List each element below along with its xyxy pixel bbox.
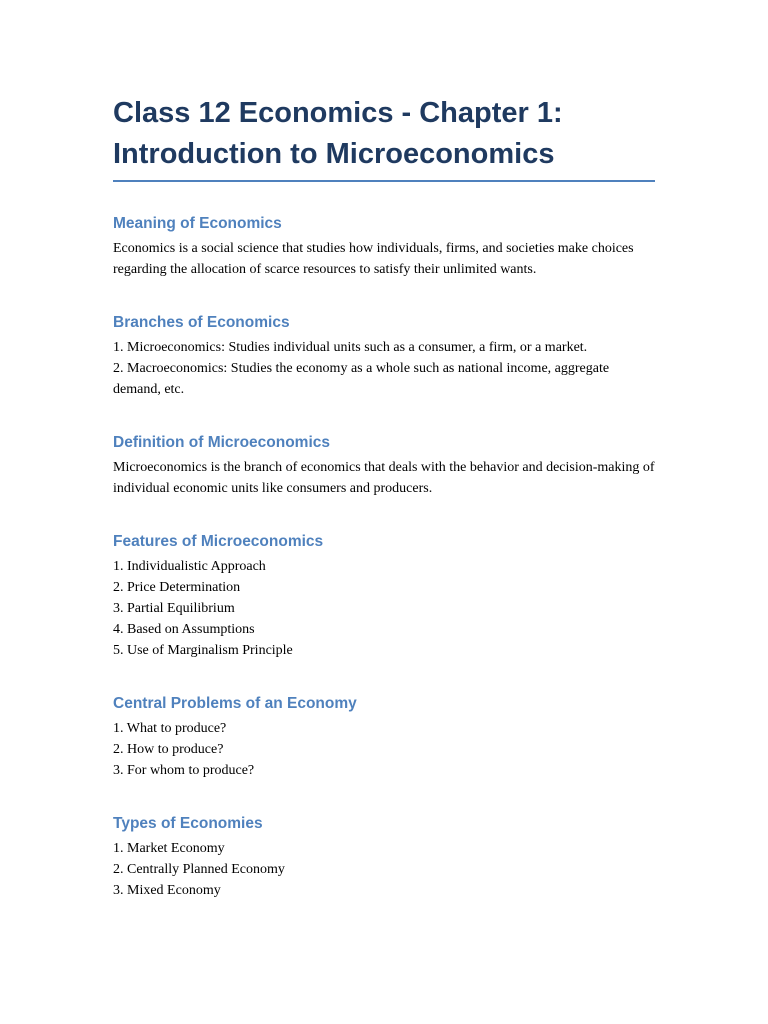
list-item: 4. Based on Assumptions [113, 622, 255, 637]
section-paragraph: Microeconomics is the branch of economics that deals with the behavior and decision-making of individual economic units like consumers and producers. [113, 460, 655, 496]
document-page [113, 93, 655, 901]
central-problems-list [113, 718, 655, 781]
list-item: 1. Microeconomics: Studies individual units such as a consumer, a firm, or a market. [113, 340, 588, 355]
list-item: 1. Individualistic Approach [113, 559, 266, 574]
section-central-problems [113, 693, 655, 781]
section-heading: Types of Economies [113, 815, 263, 832]
list-item: 2. Macroeconomics: Studies the economy as a whole such as national income, aggregate demand, etc. [113, 361, 610, 397]
section-heading: Meaning of Economics [113, 215, 282, 232]
list-item: 1. What to produce? [113, 721, 227, 736]
section-features-of-microeconomics [113, 531, 655, 661]
economy-types-list [113, 838, 655, 901]
title-line-2: Introduction to Microeconomics [113, 138, 555, 170]
section-definition-of-microeconomics [113, 432, 655, 499]
list-item: 3. For whom to produce? [113, 763, 255, 778]
section-branches-of-economics [113, 312, 655, 400]
section-heading: Central Problems of an Economy [113, 695, 357, 712]
section-meaning-of-economics [113, 213, 655, 280]
list-item: 5. Use of Marginalism Principle [113, 643, 293, 658]
list-item: 3. Mixed Economy [113, 883, 221, 898]
list-item: 1. Market Economy [113, 841, 225, 856]
title-underline [113, 180, 655, 182]
section-paragraph: Economics is a social science that studies how individuals, firms, and societies make choices regarding the allocation of scarce resources to satisfy their unlimited wants. [113, 241, 634, 277]
features-list [113, 556, 655, 661]
document-title [113, 93, 655, 180]
title-line-1: Class 12 Economics - Chapter 1: [113, 97, 563, 129]
section-heading: Features of Microeconomics [113, 533, 324, 550]
list-item: 2. Centrally Planned Economy [113, 862, 285, 877]
branches-list [113, 337, 655, 400]
list-item: 3. Partial Equilibrium [113, 601, 235, 616]
list-item: 2. Price Determination [113, 580, 241, 595]
section-types-of-economies [113, 813, 655, 901]
section-heading: Branches of Economics [113, 314, 290, 331]
section-heading: Definition of Microeconomics [113, 434, 331, 451]
list-item: 2. How to produce? [113, 742, 224, 757]
